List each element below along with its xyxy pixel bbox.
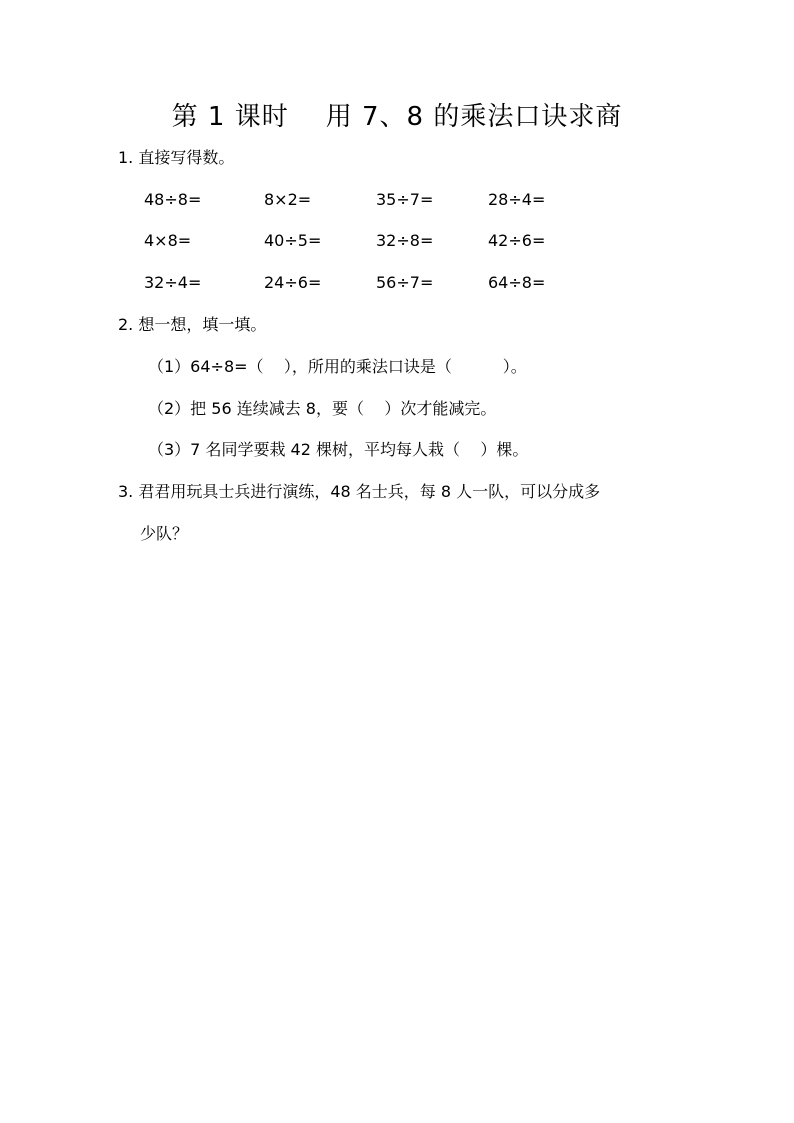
question-2-item-3: （3）7 名同学要栽 42 棵树，平均每人栽（ ）棵。 [148,440,529,459]
calc-item: 32÷8= [376,231,434,250]
question-2-item-1: （1）64÷8=（ ），所用的乘法口诀是（ ）。 [148,357,527,376]
calc-item: 32÷4= [144,273,202,292]
calc-item: 4×8= [144,231,192,250]
calc-item: 48÷8= [144,190,202,209]
calc-item: 56÷7= [376,273,434,292]
question-2-heading: 2. 想一想，填一填。 [118,315,267,334]
question-3-line-2: 少队？ [140,524,189,543]
calc-item: 64÷8= [488,273,546,292]
question-1-heading: 1. 直接写得数。 [118,148,235,167]
question-2-item-2: （2）把 56 连续减去 8，要（ ）次才能减完。 [148,399,497,418]
calc-item: 28÷4= [488,190,546,209]
question-3-line-1: 3. 君君用玩具士兵进行演练，48 名士兵，每 8 人一队，可以分成多 [118,482,601,501]
calc-row-3 [144,271,664,295]
calc-item: 35÷7= [376,190,434,209]
calc-item: 40÷5= [264,231,322,250]
calc-item: 24÷6= [264,273,322,292]
calc-row-2 [144,229,664,253]
calc-item: 42÷6= [488,231,546,250]
calc-row-1 [144,188,664,212]
calc-item: 8×2= [264,190,312,209]
page-title: 第 1 课时 用 7、8 的乘法口诀求商 [171,102,623,132]
